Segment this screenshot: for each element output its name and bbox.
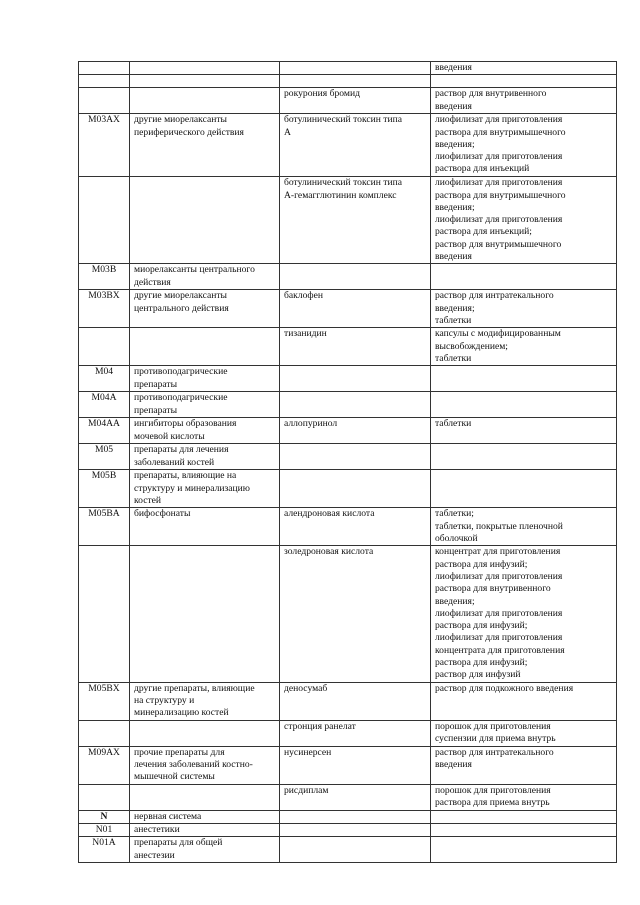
dosage-form-cell: капсулы с модифицированным высвобождением; таблетки bbox=[431, 328, 617, 366]
dosage-form-cell bbox=[431, 810, 617, 823]
atc-code-cell bbox=[79, 328, 130, 366]
table-row bbox=[79, 366, 617, 392]
anatomical-group-cell: анестетики bbox=[130, 823, 280, 836]
dosage-form-cell: лиофилизат для приготовления раствора для внутримышечного введения; лиофилизат для приготовления раствора для инъекций; раствор для внутримышечного введения bbox=[431, 177, 617, 264]
drug-name-cell: рисдиплам bbox=[280, 784, 431, 810]
atc-code-cell: M03B bbox=[79, 264, 130, 290]
dosage-form-cell bbox=[431, 823, 617, 836]
atc-code-cell: M04 bbox=[79, 366, 130, 392]
drug-name-cell: тизанидин bbox=[280, 328, 431, 366]
drug-name-cell: нусинерсен bbox=[280, 746, 431, 784]
drug-name-cell bbox=[280, 392, 431, 418]
anatomical-group-cell bbox=[130, 720, 280, 746]
dosage-form-cell: порошок для приготовления суспензии для приема внутрь bbox=[431, 720, 617, 746]
anatomical-group-cell bbox=[130, 62, 280, 75]
atc-code-cell: M05BX bbox=[79, 682, 130, 720]
anatomical-group-cell bbox=[130, 88, 280, 114]
atc-code-cell: N01 bbox=[79, 823, 130, 836]
table-row bbox=[79, 114, 617, 177]
dosage-form-cell: таблетки; таблетки, покрытые пленочной оболочкой bbox=[431, 508, 617, 546]
dosage-form-cell: раствор для интратекального введения; таблетки bbox=[431, 290, 617, 328]
drug-name-cell: золедроновая кислота bbox=[280, 546, 431, 682]
table-row bbox=[79, 682, 617, 720]
drug-name-cell: алендроновая кислота bbox=[280, 508, 431, 546]
dosage-form-cell: раствор для подкожного введения bbox=[431, 682, 617, 720]
drug-name-cell: ботулинический токсин типа А bbox=[280, 114, 431, 177]
atc-code-cell bbox=[79, 62, 130, 75]
atc-code-cell bbox=[79, 177, 130, 264]
table-row bbox=[79, 746, 617, 784]
dosage-form-cell: концентрат для приготовления раствора для инфузий; лиофилизат для приготовления раствора для внутривенного введения; лиофилизат для приготовления раствора для инфузий; лиофилизат для приготовления концентрата для приготовления раствора для инфузий; раствор для инфузий bbox=[431, 546, 617, 682]
atc-code-cell bbox=[79, 75, 130, 88]
dosage-form-cell: введения bbox=[431, 62, 617, 75]
atc-code-cell: M05B bbox=[79, 470, 130, 508]
dosage-form-cell bbox=[431, 75, 617, 88]
drug-name-cell bbox=[280, 823, 431, 836]
drug-name-cell bbox=[280, 470, 431, 508]
anatomical-group-cell: противоподагрические препараты bbox=[130, 366, 280, 392]
atc-code-cell: M04A bbox=[79, 392, 130, 418]
atc-code-cell bbox=[79, 720, 130, 746]
drug-name-cell: ботулинический токсин типа А-гемагглютинин комплекс bbox=[280, 177, 431, 264]
dosage-form-cell: раствор для внутривенного введения bbox=[431, 88, 617, 114]
drug-list-table bbox=[78, 61, 617, 863]
atc-code-cell: N bbox=[79, 810, 130, 823]
atc-code-cell: M03BX bbox=[79, 290, 130, 328]
atc-code-cell: N01A bbox=[79, 837, 130, 863]
drug-name-cell: стронция ранелат bbox=[280, 720, 431, 746]
table-row bbox=[79, 328, 617, 366]
table-row bbox=[79, 264, 617, 290]
dosage-form-cell bbox=[431, 366, 617, 392]
anatomical-group-cell bbox=[130, 177, 280, 264]
table-row bbox=[79, 88, 617, 114]
table-row bbox=[79, 177, 617, 264]
anatomical-group-cell: противоподагрические препараты bbox=[130, 392, 280, 418]
dosage-form-cell bbox=[431, 444, 617, 470]
atc-code-cell: M05 bbox=[79, 444, 130, 470]
table-row bbox=[79, 75, 617, 88]
drug-name-cell bbox=[280, 366, 431, 392]
anatomical-group-cell: бифосфонаты bbox=[130, 508, 280, 546]
table-row bbox=[79, 290, 617, 328]
anatomical-group-cell bbox=[130, 546, 280, 682]
atc-code-cell: M09AX bbox=[79, 746, 130, 784]
drug-name-cell bbox=[280, 837, 431, 863]
anatomical-group-cell: ингибиторы образования мочевой кислоты bbox=[130, 418, 280, 444]
table-row bbox=[79, 837, 617, 863]
table-row bbox=[79, 784, 617, 810]
atc-code-cell bbox=[79, 784, 130, 810]
drug-name-cell: рокурония бромид bbox=[280, 88, 431, 114]
dosage-form-cell: лиофилизат для приготовления раствора для внутримышечного введения; лиофилизат для приготовления раствора для инъекций bbox=[431, 114, 617, 177]
table-body bbox=[79, 62, 617, 863]
dosage-form-cell bbox=[431, 264, 617, 290]
anatomical-group-cell: другие препараты, влияющие на структуру и минерализацию костей bbox=[130, 682, 280, 720]
table-row bbox=[79, 470, 617, 508]
dosage-form-cell bbox=[431, 837, 617, 863]
table-row bbox=[79, 444, 617, 470]
dosage-form-cell: раствор для интратекального введения bbox=[431, 746, 617, 784]
anatomical-group-cell: препараты для лечения заболеваний костей bbox=[130, 444, 280, 470]
table-row bbox=[79, 418, 617, 444]
drug-name-cell: аллопуринол bbox=[280, 418, 431, 444]
anatomical-group-cell: препараты, влияющие на структуру и минерализацию костей bbox=[130, 470, 280, 508]
anatomical-group-cell bbox=[130, 328, 280, 366]
table-row bbox=[79, 810, 617, 823]
table-row bbox=[79, 508, 617, 546]
drug-name-cell bbox=[280, 62, 431, 75]
drug-name-cell bbox=[280, 444, 431, 470]
atc-code-cell bbox=[79, 546, 130, 682]
table-row bbox=[79, 546, 617, 682]
anatomical-group-cell: прочие препараты для лечения заболеваний костно- мышечной системы bbox=[130, 746, 280, 784]
dosage-form-cell: порошок для приготовления раствора для приема внутрь bbox=[431, 784, 617, 810]
atc-code-cell: M05BA bbox=[79, 508, 130, 546]
dosage-form-cell bbox=[431, 392, 617, 418]
drug-name-cell: баклофен bbox=[280, 290, 431, 328]
table-row bbox=[79, 720, 617, 746]
table-row bbox=[79, 62, 617, 75]
document-page bbox=[78, 61, 616, 863]
dosage-form-cell bbox=[431, 470, 617, 508]
anatomical-group-cell: нервная система bbox=[130, 810, 280, 823]
drug-name-cell bbox=[280, 810, 431, 823]
atc-code-cell bbox=[79, 88, 130, 114]
drug-name-cell bbox=[280, 264, 431, 290]
anatomical-group-cell: миорелаксанты центрального действия bbox=[130, 264, 280, 290]
anatomical-group-cell bbox=[130, 75, 280, 88]
table-row bbox=[79, 823, 617, 836]
table-row bbox=[79, 392, 617, 418]
atc-code-cell: M03AX bbox=[79, 114, 130, 177]
atc-code-cell: M04AA bbox=[79, 418, 130, 444]
anatomical-group-cell bbox=[130, 784, 280, 810]
drug-name-cell bbox=[280, 75, 431, 88]
anatomical-group-cell: другие миорелаксанты периферического действия bbox=[130, 114, 280, 177]
anatomical-group-cell: другие миорелаксанты центрального действия bbox=[130, 290, 280, 328]
drug-name-cell: деносумаб bbox=[280, 682, 431, 720]
dosage-form-cell: таблетки bbox=[431, 418, 617, 444]
anatomical-group-cell: препараты для общей анестезии bbox=[130, 837, 280, 863]
